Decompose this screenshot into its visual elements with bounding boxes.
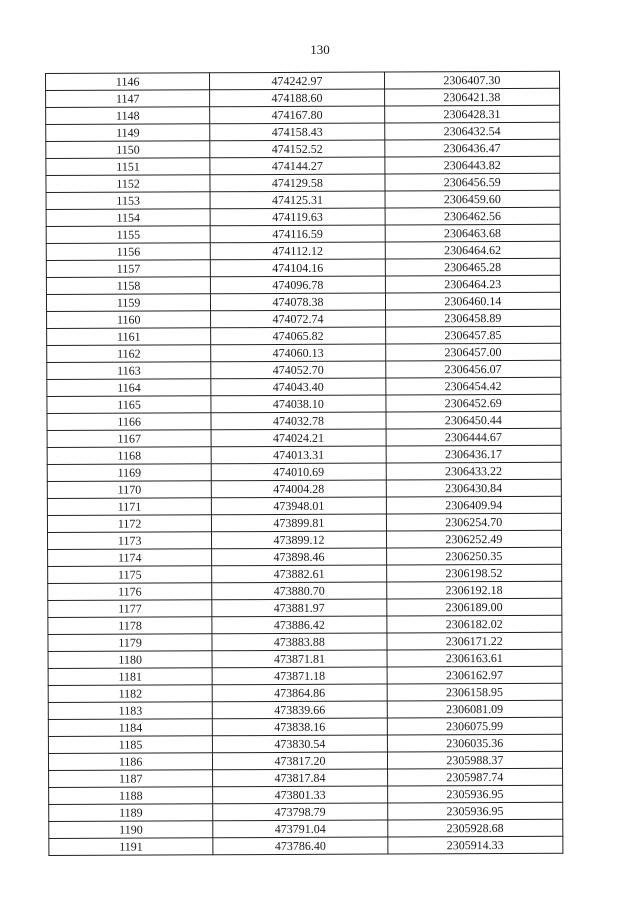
table-row: [46, 207, 560, 226]
y-coordinate-cell: 2306192.18: [386, 581, 561, 599]
x-coordinate-cell: 473830.54: [213, 735, 387, 753]
y-coordinate-cell: 2306456.59: [385, 173, 560, 191]
y-coordinate-cell: 2306189.00: [386, 598, 561, 616]
table-row: [47, 377, 561, 396]
x-coordinate-cell: 473871.18: [212, 667, 386, 685]
y-coordinate-cell: 2306462.56: [385, 207, 560, 225]
point-number-cell: 1188: [49, 787, 213, 805]
coordinates-table-body: [46, 71, 563, 855]
y-coordinate-cell: 2306432.54: [384, 122, 559, 140]
table-row: [47, 360, 561, 379]
x-coordinate-cell: 474129.58: [210, 174, 384, 192]
y-coordinate-cell: 2306464.23: [385, 275, 560, 293]
table-row: [48, 649, 562, 668]
x-coordinate-cell: 474052.70: [211, 361, 385, 379]
x-coordinate-cell: 474038.10: [211, 395, 385, 413]
x-coordinate-cell: 474119.63: [210, 208, 384, 226]
point-number-cell: 1148: [46, 107, 210, 125]
table-row: [48, 598, 562, 617]
x-coordinate-cell: 473898.46: [212, 548, 386, 566]
y-coordinate-cell: 2306459.60: [385, 190, 560, 208]
x-coordinate-cell: 473871.81: [212, 650, 386, 668]
point-number-cell: 1150: [46, 141, 210, 159]
x-coordinate-cell: 474060.13: [211, 344, 385, 362]
y-coordinate-cell: 2306254.70: [386, 513, 561, 531]
x-coordinate-cell: 474010.69: [211, 463, 385, 481]
x-coordinate-cell: 474072.74: [211, 310, 385, 328]
x-coordinate-cell: 474032.78: [211, 412, 385, 430]
x-coordinate-cell: 474125.31: [210, 191, 384, 209]
y-coordinate-cell: 2306428.31: [384, 105, 559, 123]
table-row: [46, 88, 560, 107]
table-row: [48, 751, 562, 770]
point-number-cell: 1159: [46, 294, 210, 312]
point-number-cell: 1183: [48, 702, 212, 720]
table-row: [47, 513, 561, 532]
table-row: [49, 785, 563, 804]
point-number-cell: 1171: [47, 498, 211, 516]
x-coordinate-cell: 473899.81: [212, 514, 386, 532]
y-coordinate-cell: 2306436.17: [386, 445, 561, 463]
point-number-cell: 1172: [47, 515, 211, 533]
table-row: [46, 275, 560, 294]
table-row: [47, 462, 561, 481]
x-coordinate-cell: 474116.59: [210, 225, 384, 243]
y-coordinate-cell: 2306463.68: [385, 224, 560, 242]
table-row: [49, 802, 563, 821]
x-coordinate-cell: 473801.33: [213, 786, 387, 804]
x-coordinate-cell: 473791.04: [213, 820, 387, 838]
y-coordinate-cell: 2306075.99: [387, 717, 562, 735]
x-coordinate-cell: 474024.21: [211, 429, 385, 447]
x-coordinate-cell: 474242.97: [210, 72, 384, 90]
y-coordinate-cell: 2306409.94: [386, 496, 561, 514]
x-coordinate-cell: 474188.60: [210, 89, 384, 107]
point-number-cell: 1155: [46, 226, 210, 244]
y-coordinate-cell: 2306458.89: [385, 309, 560, 327]
table-row: [47, 496, 561, 515]
point-number-cell: 1158: [46, 277, 210, 295]
x-coordinate-cell: 474013.31: [211, 446, 385, 464]
table-row: [47, 445, 561, 464]
y-coordinate-cell: 2306252.49: [386, 530, 561, 548]
y-coordinate-cell: 2306436.47: [384, 139, 559, 157]
table-row: [46, 156, 560, 175]
point-number-cell: 1165: [47, 396, 211, 414]
coordinates-table: [45, 71, 563, 856]
table-row: [46, 292, 560, 311]
x-coordinate-cell: 474004.28: [212, 480, 386, 498]
point-number-cell: 1169: [47, 464, 211, 482]
y-coordinate-cell: 2306162.97: [387, 666, 562, 684]
table-row: [47, 309, 561, 328]
point-number-cell: 1151: [46, 158, 210, 176]
x-coordinate-cell: 473881.97: [212, 599, 386, 617]
table-row: [46, 258, 560, 277]
table-row: [46, 105, 560, 124]
y-coordinate-cell: 2306407.30: [384, 71, 559, 89]
point-number-cell: 1178: [48, 617, 212, 635]
page-number: 130: [310, 42, 330, 57]
point-number-cell: 1191: [49, 838, 213, 856]
table-row: [48, 581, 562, 600]
table-row: [48, 632, 562, 651]
point-number-cell: 1146: [46, 73, 210, 91]
y-coordinate-cell: 2306433.22: [386, 462, 561, 480]
point-number-cell: 1163: [47, 362, 211, 380]
x-coordinate-cell: 474078.38: [211, 293, 385, 311]
point-number-cell: 1177: [48, 600, 212, 618]
table-row: [46, 190, 560, 209]
y-coordinate-cell: 2306198.52: [386, 564, 561, 582]
table-row: [46, 173, 560, 192]
table-row: [47, 428, 561, 447]
x-coordinate-cell: 473882.61: [212, 565, 386, 583]
x-coordinate-cell: 474167.80: [210, 106, 384, 124]
y-coordinate-cell: 2306457.00: [385, 343, 560, 361]
x-coordinate-cell: 473798.79: [213, 803, 387, 821]
point-number-cell: 1185: [48, 736, 212, 754]
table-row: [48, 734, 562, 753]
y-coordinate-cell: 2306182.02: [386, 615, 561, 633]
x-coordinate-cell: 474144.27: [210, 157, 384, 175]
table-row: [49, 768, 563, 787]
y-coordinate-cell: 2305936.95: [387, 802, 562, 820]
point-number-cell: 1181: [48, 668, 212, 686]
table-row: [48, 700, 562, 719]
point-number-cell: 1184: [48, 719, 212, 737]
y-coordinate-cell: 2306035.36: [387, 734, 562, 752]
y-coordinate-cell: 2306454.42: [385, 377, 560, 395]
y-coordinate-cell: 2305928.68: [387, 819, 562, 837]
point-number-cell: 1156: [46, 243, 210, 261]
x-coordinate-cell: 474158.43: [210, 123, 384, 141]
point-number-cell: 1186: [48, 753, 212, 771]
table-row: [49, 819, 563, 838]
x-coordinate-cell: 473886.42: [212, 616, 386, 634]
table-row: [47, 479, 561, 498]
point-number-cell: 1179: [48, 634, 212, 652]
point-number-cell: 1149: [46, 124, 210, 142]
x-coordinate-cell: 473817.84: [213, 769, 387, 787]
point-number-cell: 1174: [48, 549, 212, 567]
x-coordinate-cell: 474112.12: [210, 242, 384, 260]
point-number-cell: 1157: [46, 260, 210, 278]
y-coordinate-cell: 2305914.33: [387, 836, 562, 854]
y-coordinate-cell: 2306443.82: [384, 156, 559, 174]
x-coordinate-cell: 473880.70: [212, 582, 386, 600]
point-number-cell: 1190: [49, 821, 213, 839]
y-coordinate-cell: 2306457.85: [385, 326, 560, 344]
table-row: [47, 343, 561, 362]
point-number-cell: 1187: [49, 770, 213, 788]
y-coordinate-cell: 2306465.28: [385, 258, 560, 276]
point-number-cell: 1175: [48, 566, 212, 584]
table-row: [47, 411, 561, 430]
y-coordinate-cell: 2306250.35: [386, 547, 561, 565]
point-number-cell: 1180: [48, 651, 212, 669]
table-row: [47, 326, 561, 345]
table-row: [48, 547, 562, 566]
x-coordinate-cell: 474065.82: [211, 327, 385, 345]
point-number-cell: 1166: [47, 413, 211, 431]
point-number-cell: 1173: [48, 532, 212, 550]
x-coordinate-cell: 474096.78: [211, 276, 385, 294]
y-coordinate-cell: 2305988.37: [387, 751, 562, 769]
point-number-cell: 1162: [47, 345, 211, 363]
table-row: [46, 241, 560, 260]
y-coordinate-cell: 2306452.69: [386, 394, 561, 412]
y-coordinate-cell: 2305987.74: [387, 768, 562, 786]
x-coordinate-cell: 474104.16: [211, 259, 385, 277]
table-row: [49, 836, 563, 855]
y-coordinate-cell: 2305936.95: [387, 785, 562, 803]
point-number-cell: 1160: [47, 311, 211, 329]
table-row: [48, 666, 562, 685]
point-number-cell: 1182: [48, 685, 212, 703]
x-coordinate-cell: 473864.86: [212, 684, 386, 702]
table-row: [46, 71, 560, 90]
x-coordinate-cell: 473883.88: [212, 633, 386, 651]
y-coordinate-cell: 2306421.38: [384, 88, 559, 106]
table-row: [48, 530, 562, 549]
x-coordinate-cell: 473839.66: [212, 701, 386, 719]
point-number-cell: 1153: [46, 192, 210, 210]
table-row: [47, 394, 561, 413]
point-number-cell: 1167: [47, 430, 211, 448]
y-coordinate-cell: 2306158.95: [387, 683, 562, 701]
y-coordinate-cell: 2306430.84: [386, 479, 561, 497]
table-row: [46, 139, 560, 158]
y-coordinate-cell: 2306081.09: [387, 700, 562, 718]
x-coordinate-cell: 474043.40: [211, 378, 385, 396]
y-coordinate-cell: 2306450.44: [386, 411, 561, 429]
x-coordinate-cell: 473817.20: [213, 752, 387, 770]
x-coordinate-cell: 473838.16: [213, 718, 387, 736]
point-number-cell: 1168: [47, 447, 211, 465]
table-row: [46, 224, 560, 243]
table-row: [48, 717, 562, 736]
y-coordinate-cell: 2306456.07: [385, 360, 560, 378]
point-number-cell: 1161: [47, 328, 211, 346]
x-coordinate-cell: 473948.01: [212, 497, 386, 515]
y-coordinate-cell: 2306163.61: [387, 649, 562, 667]
table-row: [48, 683, 562, 702]
table-row: [48, 615, 562, 634]
y-coordinate-cell: 2306460.14: [385, 292, 560, 310]
point-number-cell: 1189: [49, 804, 213, 822]
point-number-cell: 1176: [48, 583, 212, 601]
x-coordinate-cell: 474152.52: [210, 140, 384, 158]
point-number-cell: 1170: [47, 481, 211, 499]
y-coordinate-cell: 2306444.67: [386, 428, 561, 446]
y-coordinate-cell: 2306464.62: [385, 241, 560, 259]
point-number-cell: 1147: [46, 90, 210, 108]
point-number-cell: 1154: [46, 209, 210, 227]
y-coordinate-cell: 2306171.22: [387, 632, 562, 650]
point-number-cell: 1152: [46, 175, 210, 193]
x-coordinate-cell: 473899.12: [212, 531, 386, 549]
x-coordinate-cell: 473786.40: [213, 837, 387, 855]
point-number-cell: 1164: [47, 379, 211, 397]
table-row: [48, 564, 562, 583]
table-row: [46, 122, 560, 141]
